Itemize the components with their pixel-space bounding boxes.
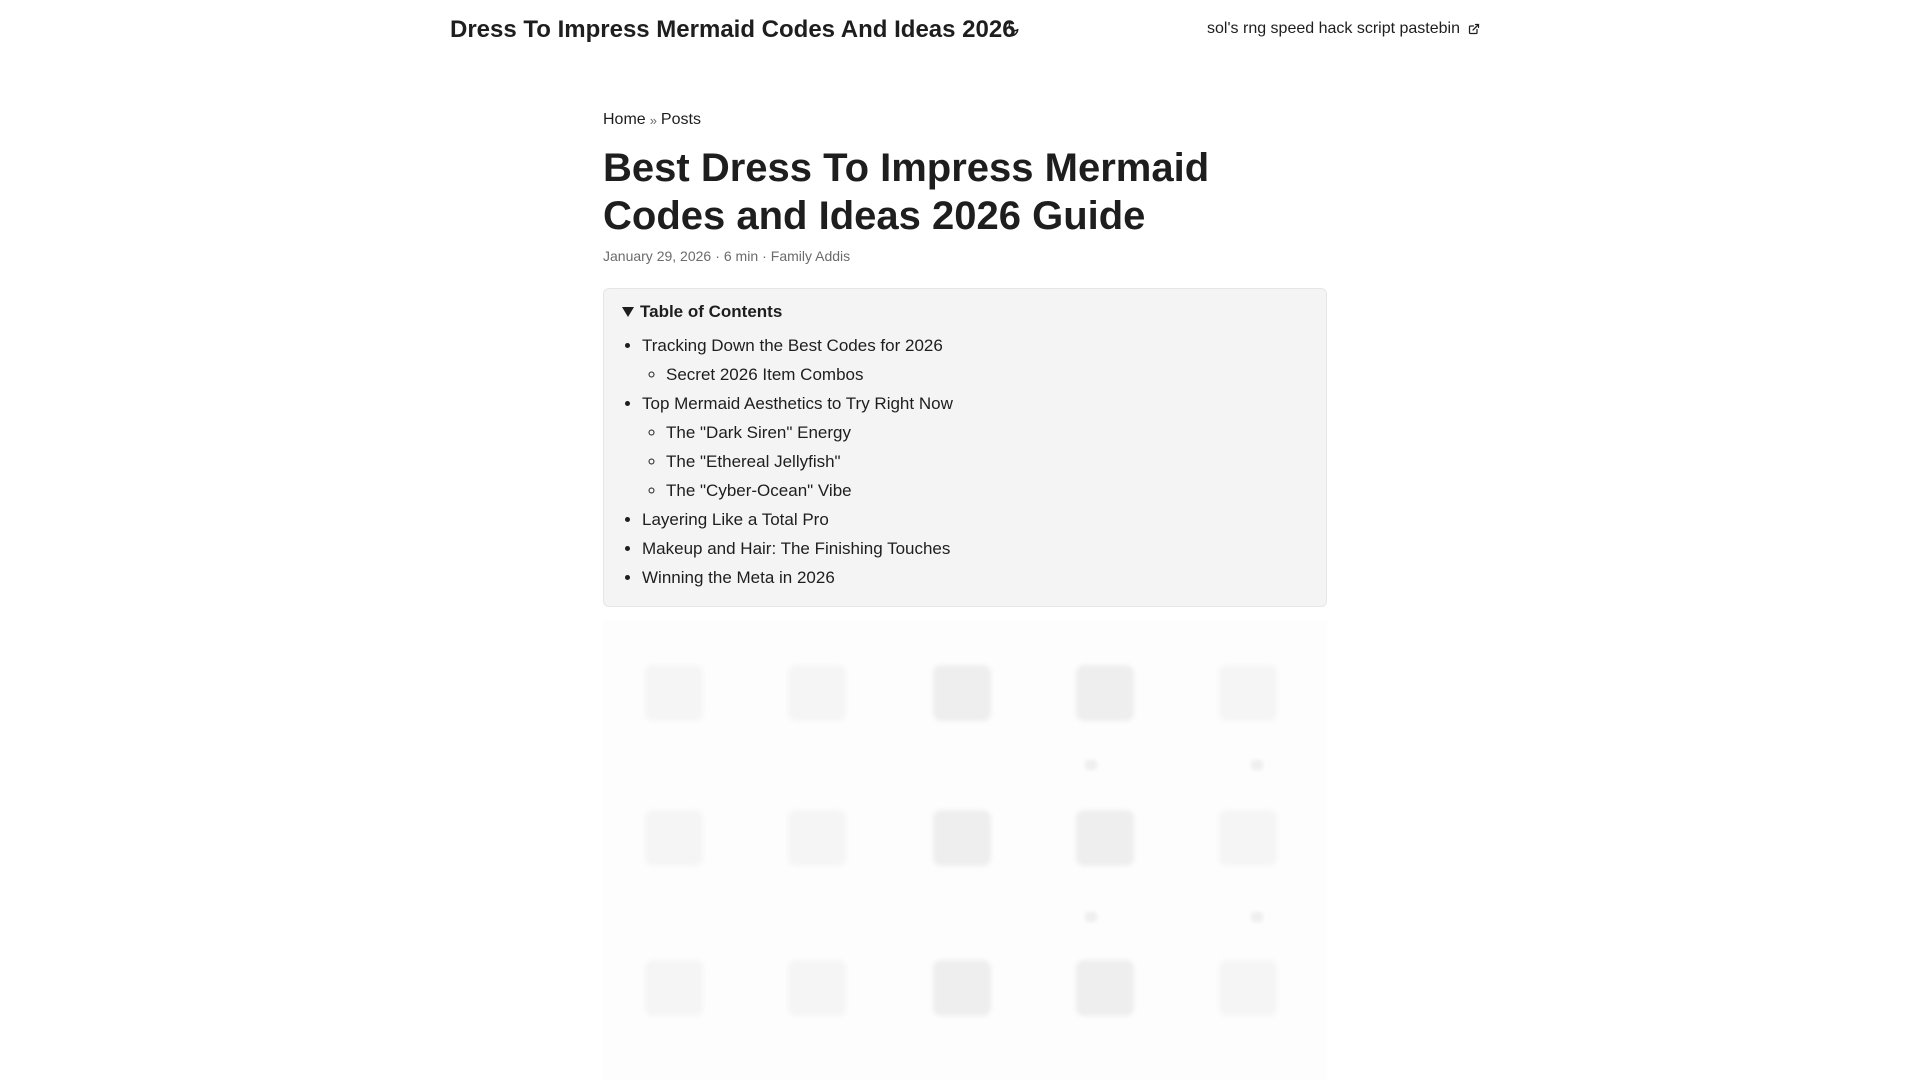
toc-sublist [642,360,1308,389]
blurred-tile [1251,760,1263,770]
toc-link[interactable]: The "Dark Siren" Energy [666,423,851,442]
breadcrumb-separator: » [649,112,657,128]
blurred-tile [933,665,991,721]
toc-sublist [642,418,1308,505]
blurred-tile [933,960,991,1016]
moon-icon [1002,20,1020,38]
blurred-tile [1251,912,1263,922]
breadcrumb [603,110,1327,130]
toc-subitem [666,447,1308,476]
blurred-tile [1076,810,1134,866]
blurred-tile [1085,760,1097,770]
blurred-tile [1076,665,1134,721]
blurred-tile [788,810,846,866]
post-date: January 29, 2026 [603,248,712,264]
blurred-tile [1219,665,1277,721]
post-title: Best Dress To Impress Mermaid Codes and Ideas 2026 Guide [603,146,1210,238]
toc-link[interactable]: Makeup and Hair: The Finishing Touches [642,539,951,558]
toc-link[interactable]: Winning the Meta in 2026 [642,568,835,587]
toc-link[interactable]: Layering Like a Total Pro [642,510,829,529]
toc-subitem [666,360,1308,389]
blurred-tile [1085,912,1097,922]
blurred-tile [1219,810,1277,866]
post-read-time: 6 min [723,248,759,264]
disclosure-triangle-icon [622,307,634,317]
theme-toggle-button[interactable] [1000,18,1022,40]
toc-link[interactable]: Secret 2026 Item Combos [666,365,864,384]
blurred-tile [645,665,703,721]
toc-item [642,505,1308,534]
table-of-contents [603,288,1327,607]
post-author: Family Addis [770,248,851,264]
toc-item [642,563,1308,592]
toc-link[interactable]: The "Ethereal Jellyfish" [666,452,841,471]
toc-link[interactable]: Top Mermaid Aesthetics to Try Right Now [642,394,953,413]
blurred-tile [645,810,703,866]
toc-list [622,331,1308,592]
meta-separator: · [715,248,720,264]
blurred-tile [645,960,703,1016]
site-header [0,0,1920,60]
external-link-icon [1468,23,1480,35]
toc-title: Table of Contents [640,302,783,321]
hero-image-placeholder [603,620,1327,1080]
blurred-tile [933,810,991,866]
blurred-tile [1076,960,1134,1016]
blurred-tile [788,665,846,721]
toc-item [642,389,1308,505]
post-meta [603,248,1327,266]
post-main [603,110,1327,607]
breadcrumb-posts-link[interactable]: Posts [660,111,701,128]
meta-separator: · [762,248,767,264]
toc-link[interactable]: Tracking Down the Best Codes for 2026 [642,336,943,355]
toc-item [642,331,1308,389]
blurred-tile [788,960,846,1016]
toc-link[interactable]: The "Cyber-Ocean" Vibe [666,481,852,500]
toc-item [642,534,1308,563]
site-title-link[interactable]: Dress To Impress Mermaid Codes And Ideas 2026 [450,16,1016,43]
breadcrumb-home-link[interactable]: Home [603,111,646,128]
toc-toggle[interactable] [622,301,1308,323]
toc-subitem [666,418,1308,447]
external-link-label: sol's rng speed hack script pastebin [1207,20,1460,37]
toc-subitem [666,476,1308,505]
blurred-tile [1219,960,1277,1016]
external-menu-link[interactable] [1207,20,1480,38]
